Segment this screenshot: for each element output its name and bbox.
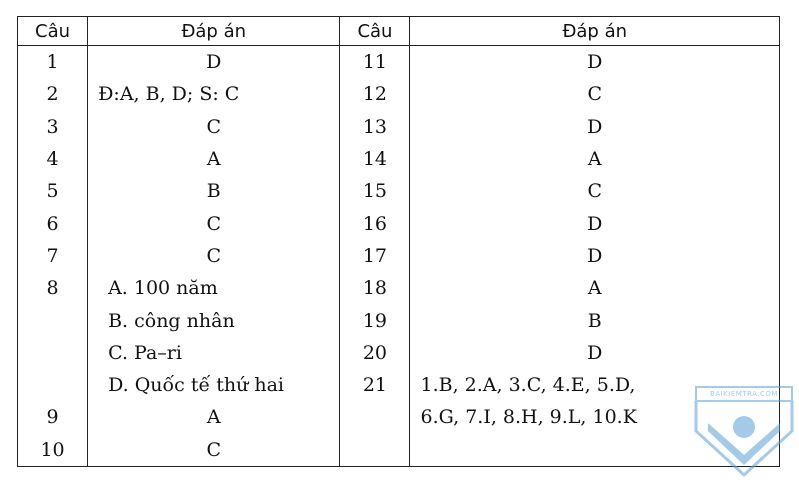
question-number-cell: 7 [18, 240, 88, 272]
question-number-cell: 1 [18, 46, 88, 79]
header-dap-an-right: Đáp án [410, 17, 780, 46]
question-number-cell: 2 [18, 78, 88, 110]
answer-cell: C [410, 175, 780, 207]
question-number-cell: 6 [18, 207, 88, 239]
question-number-cell: 5 [18, 175, 88, 207]
answer-cell: A [88, 401, 340, 433]
watermark-text: BAIKIEMTRA.COM [710, 390, 778, 398]
question-number-cell: 4 [18, 143, 88, 175]
answer-cell: D [410, 111, 780, 143]
table-row [18, 272, 780, 304]
shield-logo-icon [694, 385, 794, 477]
table-row [18, 78, 780, 110]
answer-cell: B [88, 175, 340, 207]
table-row [18, 207, 780, 239]
answer-cell: C [88, 207, 340, 239]
table-row [18, 46, 780, 79]
table-row [18, 111, 780, 143]
question-number-cell: 3 [18, 111, 88, 143]
question-number-cell: 21 [340, 369, 410, 401]
answer-cell: D. Quốc tế thứ hai [88, 369, 340, 401]
answer-cell: A [410, 143, 780, 175]
question-number-cell [18, 304, 88, 336]
answer-cell: A. 100 năm [88, 272, 340, 304]
question-number-cell: 15 [340, 175, 410, 207]
question-number-cell: 12 [340, 78, 410, 110]
question-number-cell: 16 [340, 207, 410, 239]
question-number-cell: 9 [18, 401, 88, 433]
answer-cell: C [88, 111, 340, 143]
answer-cell: D [410, 207, 780, 239]
table-row [18, 369, 780, 401]
answer-table [17, 16, 780, 467]
answer-cell: C. Pa–ri [88, 337, 340, 369]
question-number-cell: 13 [340, 111, 410, 143]
header-cau-left: Câu [18, 17, 88, 46]
answer-cell: D [410, 240, 780, 272]
header-cau-right: Câu [340, 17, 410, 46]
question-number-cell: 11 [340, 46, 410, 79]
answer-cell: B. công nhân [88, 304, 340, 336]
table-row [18, 434, 780, 467]
answer-cell: A [410, 272, 780, 304]
table-row [18, 304, 780, 336]
question-number-cell: 19 [340, 304, 410, 336]
table-header-row [18, 17, 780, 46]
question-number-cell [340, 401, 410, 433]
answer-cell: B [410, 304, 780, 336]
table-row [18, 401, 780, 433]
question-number-cell [340, 434, 410, 467]
question-number-cell: 18 [340, 272, 410, 304]
question-number-cell [18, 369, 88, 401]
answer-cell: C [88, 434, 340, 467]
answer-cell: D [410, 337, 780, 369]
question-number-cell: 14 [340, 143, 410, 175]
answer-cell: 6.G, 7.I, 8.H, 9.L, 10.K [410, 401, 780, 433]
watermark-logo [694, 385, 794, 477]
answer-cell: Đ:A, B, D; S: C [88, 78, 340, 110]
table-row [18, 175, 780, 207]
answer-cell: 1.B, 2.A, 3.C, 4.E, 5.D, [410, 369, 780, 401]
answer-cell: C [88, 240, 340, 272]
answer-cell: D [88, 46, 340, 79]
answer-cell: C [410, 78, 780, 110]
question-number-cell: 8 [18, 272, 88, 304]
question-number-cell: 17 [340, 240, 410, 272]
header-dap-an-left: Đáp án [88, 17, 340, 46]
table-row [18, 240, 780, 272]
table-row [18, 143, 780, 175]
question-number-cell: 10 [18, 434, 88, 467]
table-body [18, 46, 780, 467]
question-number-cell [18, 337, 88, 369]
table-row [18, 337, 780, 369]
answer-cell: D [410, 46, 780, 79]
question-number-cell: 20 [340, 337, 410, 369]
answer-cell: A [88, 143, 340, 175]
